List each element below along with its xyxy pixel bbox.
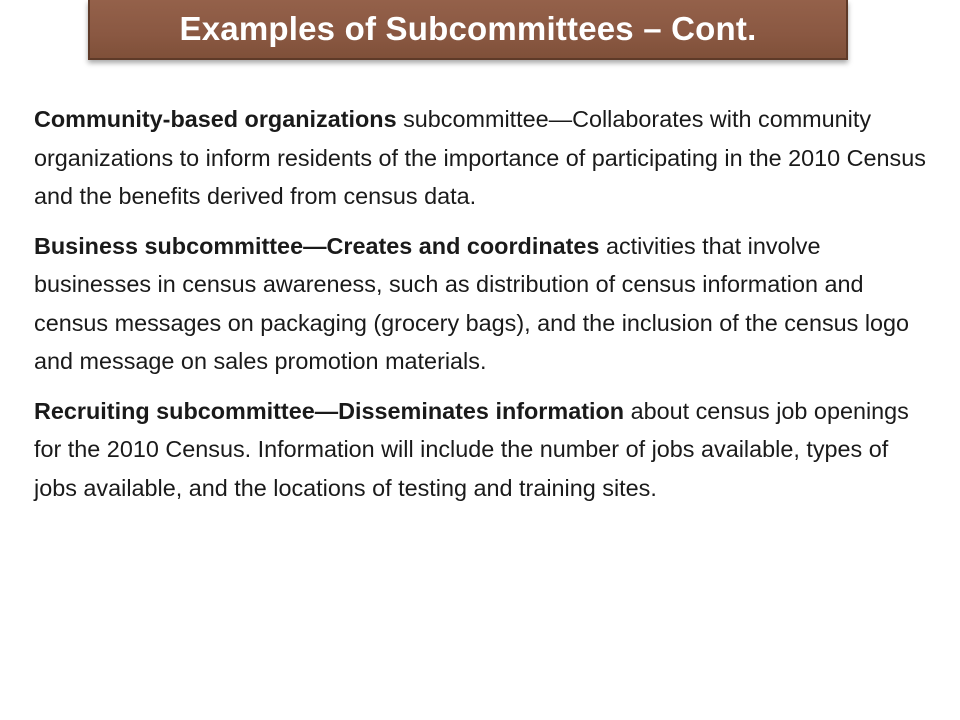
paragraph-lead: Recruiting subcommittee—Disseminates information xyxy=(34,397,625,424)
paragraph-lead: Community-based organizations xyxy=(34,106,397,132)
title-banner xyxy=(88,0,848,60)
slide-content xyxy=(34,100,934,518)
paragraph-text: about census job openings for the 2010 Census. Information will include the number of jobs available, types of jobs available, and the locations of testing and training sites. xyxy=(34,397,909,501)
paragraph-lead: Business subcommittee—Creates and coordinates xyxy=(34,232,600,259)
slide-title: Examples of Subcommittees – Cont. xyxy=(179,10,757,47)
paragraph-text: activities that involve businesses in census awareness, such as distribution of census information and census messages on packaging (grocery bags), and the inclusion of the census logo and message on sales promotion materials. xyxy=(34,232,910,374)
paragraph-text: subcommittee—Collaborates with community organizations to inform residents of the importance of participating in the 2010 Census and the benefits derived from census data. xyxy=(34,106,926,209)
paragraph-community-organizations xyxy=(34,100,934,216)
paragraph-recruiting-subcommittee xyxy=(34,392,934,508)
paragraph-business-subcommittee xyxy=(34,227,934,381)
